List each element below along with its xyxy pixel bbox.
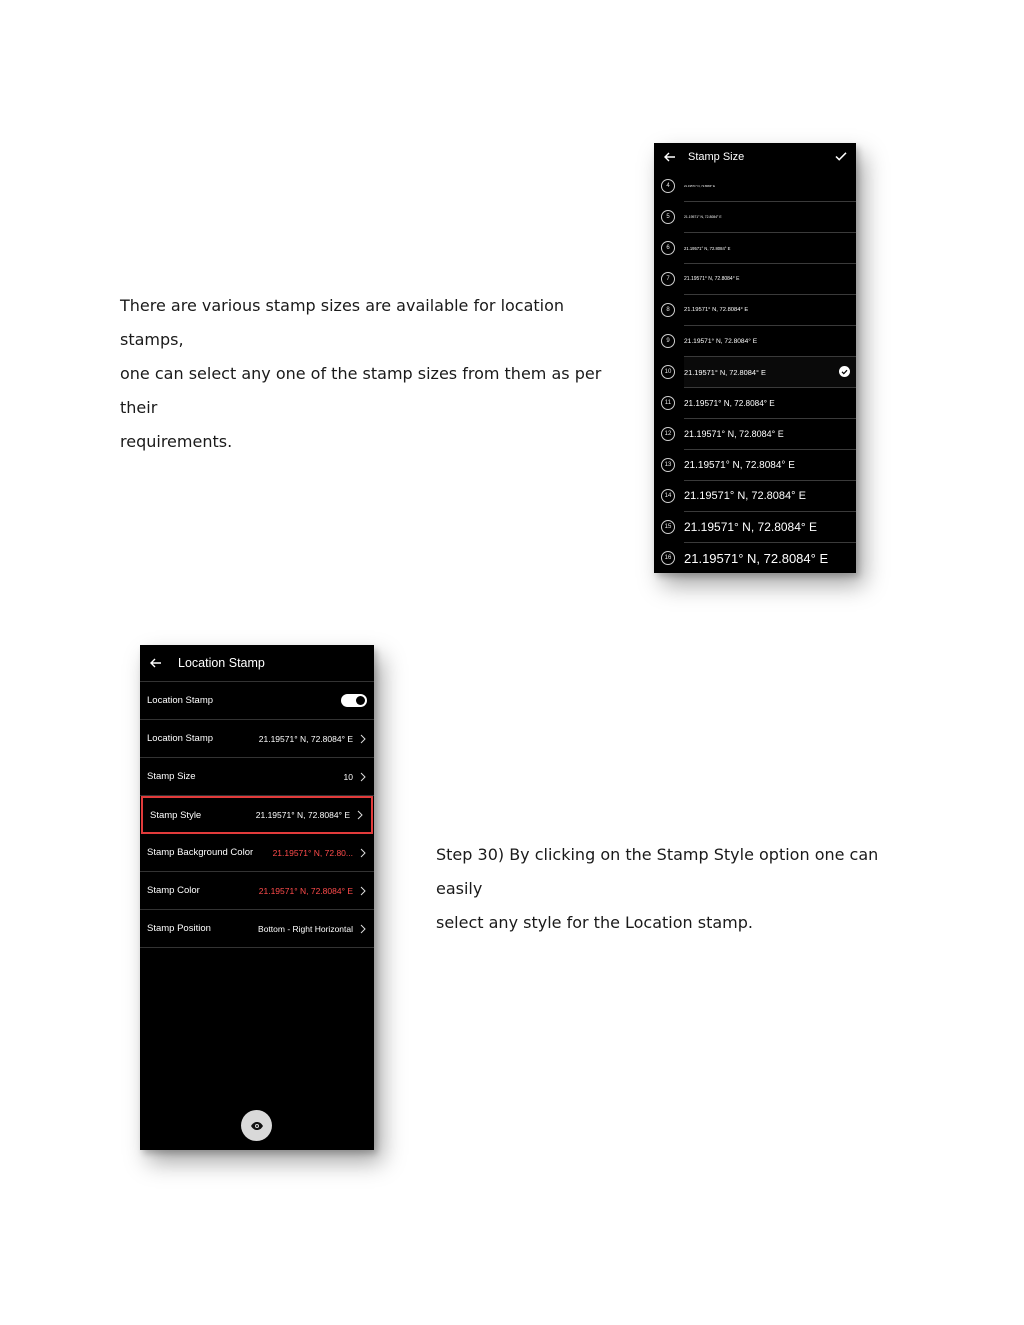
row-label: Stamp Position [147,923,211,934]
stamp-sample-text: 21.19571° N, 72.8084° E [684,459,795,471]
location-stamp-header [140,645,374,682]
stamp-sample-text: 21.19571° N, 72.8084° E [684,337,758,345]
location-stamp-row[interactable] [140,720,374,758]
step-line-1: Step 30) By clicking on the Stamp Style option one can easily [436,845,879,898]
size-number-badge: 12 [661,427,675,441]
stamp-size-option[interactable] [664,450,856,481]
location-stamp-toggle-row[interactable] [140,682,374,720]
stamp-color-row[interactable] [140,872,374,910]
size-number-badge: 7 [661,272,675,286]
stamp-size-screenshot [654,143,856,573]
stamp-position-row[interactable] [140,910,374,948]
stamp-size-header [654,143,856,171]
stamp-size-option[interactable] [664,388,856,419]
size-number-badge: 5 [661,210,675,224]
chevron-right-icon [359,886,367,896]
intro-line-2: one can select any one of the stamp sizes from them as per their [120,364,602,417]
stamp-sample-text: 21.19571° N, 72.8084° E [684,367,766,377]
stamp-size-row[interactable] [140,758,374,796]
stamp-background-color-row[interactable] [140,834,374,872]
stamp-sample-text: 21.19571° N, 72.8084° E [684,398,775,408]
stamp-size-option[interactable] [664,419,856,450]
stamp-sample-text: 21.19571° N, 72.8084° E [684,429,784,439]
chevron-right-icon [359,772,367,782]
row-label: Location Stamp [147,733,214,744]
chevron-right-icon [359,848,367,858]
check-circle-icon [839,366,850,377]
stamp-sample-text: 21.19571° N, 72.8084° E [684,276,740,282]
row-value: 21.19571° N, 72.8084° E [255,810,350,820]
row-label: Stamp Size [147,771,196,782]
preview-button[interactable] [241,1110,272,1141]
stamp-size-option[interactable] [664,481,856,512]
row-value: 21.19571° N, 72.8084° E [258,885,353,896]
stamp-size-title: Stamp Size [688,151,745,163]
stamp-sample-text: 21.19571° N, 72.8084° E [684,184,716,188]
size-number-badge: 11 [661,396,675,410]
stamp-size-option[interactable] [664,543,856,573]
size-number-badge: 6 [661,241,675,255]
chevron-right-icon [359,924,367,934]
step-line-2: select any style for the Location stamp. [436,913,754,932]
location-stamp-title: Location Stamp [178,656,265,670]
stamp-sample-text: 21.19571° N, 72.8084° E [684,245,731,251]
size-number-badge: 9 [661,334,675,348]
row-label: Stamp Color [147,885,200,896]
step-paragraph [436,838,906,940]
size-number-badge: 13 [661,458,675,472]
stamp-sample-text: 21.19571° N, 72.8084° E [684,490,806,502]
stamp-size-option[interactable] [666,264,856,295]
row-value: 10 [343,771,353,782]
stamp-size-option[interactable] [664,512,856,543]
size-number-badge: 4 [661,179,675,193]
row-value: 21.19571° N, 72.8084° E [258,733,353,744]
size-number-badge: 14 [661,489,675,503]
chevron-right-icon [359,734,367,744]
stamp-size-option[interactable] [666,233,856,264]
stamp-size-option[interactable] [666,202,856,233]
row-label: Location Stamp [147,695,214,706]
location-stamp-toggle[interactable] [341,694,367,707]
intro-line-1: There are various stamp sizes are available for location stamps, [120,296,565,349]
chevron-right-icon [356,810,364,820]
stamp-size-option[interactable] [666,171,856,202]
intro-line-3: requirements. [120,432,233,451]
intro-paragraph [120,289,620,459]
location-stamp-screenshot [140,645,374,1150]
size-number-badge: 16 [661,551,675,565]
stamp-style-row[interactable] [141,796,373,834]
row-label: Stamp Background Color [147,847,254,858]
stamp-size-option[interactable] [666,295,856,326]
stamp-sample-text: 21.19571° N, 72.8084° E [684,215,722,219]
stamp-sample-text: 21.19571° N, 72.8084° E [684,550,829,566]
row-label: Stamp Style [150,809,202,821]
eye-icon [250,1121,264,1131]
stamp-size-list [654,171,856,573]
size-number-badge: 8 [661,303,675,317]
size-number-badge: 15 [661,520,675,534]
stamp-size-option[interactable] [666,326,856,357]
stamp-size-option[interactable] [664,357,856,388]
check-icon[interactable] [834,149,848,163]
size-number-badge: 10 [661,365,675,379]
stamp-sample-text: 21.19571° N, 72.8084° E [684,520,818,534]
row-value: Bottom - Right Horizontal [258,923,353,934]
back-arrow-icon[interactable] [662,149,678,165]
row-value: 21.19571° N, 72.80... [272,847,353,858]
stamp-sample-text: 21.19571° N, 72.8084° E [684,307,749,313]
back-arrow-icon[interactable] [148,655,164,671]
